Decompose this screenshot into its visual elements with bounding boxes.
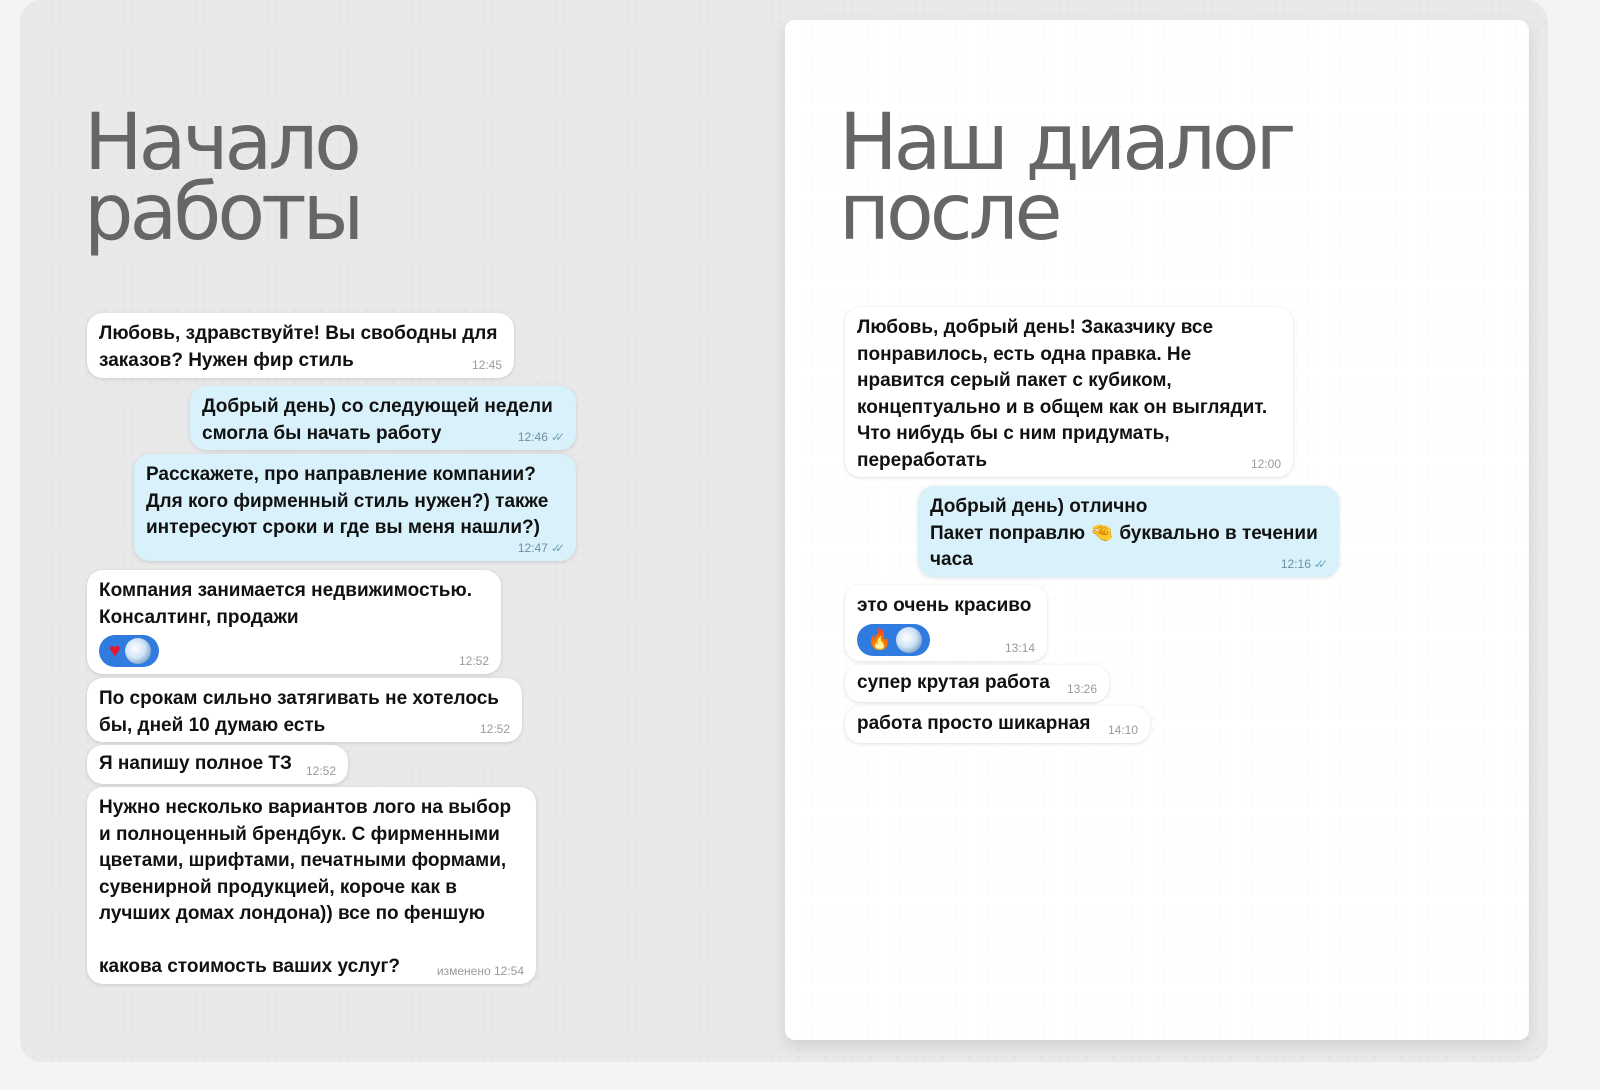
read-checkmarks-icon: ✓✓: [1313, 557, 1322, 571]
message-incoming[interactable]: [845, 307, 1293, 477]
left-title: [84, 98, 361, 258]
message-outgoing[interactable]: [190, 386, 576, 450]
message-incoming[interactable]: [845, 706, 1150, 743]
message-time: 12:46 ✓✓: [518, 430, 564, 444]
message-text: работа просто шикарная: [857, 713, 1091, 734]
message-text: Расскажете, про направление компании? Для кого фирменный стиль нужен?) также интересуют сроки и где вы меня нашли?): [146, 464, 549, 538]
reactor-avatar: [125, 638, 151, 664]
reactor-avatar: [896, 627, 922, 653]
message-incoming[interactable]: [87, 745, 348, 784]
message-text: Любовь, здравствуйте! Вы свободны для заказов? Нужен фир стиль: [99, 323, 498, 371]
message-time: 14:10: [1107, 723, 1138, 737]
message-outgoing[interactable]: [134, 454, 576, 561]
message-time: 13:14: [1004, 641, 1035, 655]
message-time: 13:26: [1066, 682, 1097, 696]
message-time: 12:52: [479, 722, 510, 736]
left-title-line-1: Начало: [84, 98, 358, 188]
left-title-line-2: работы: [84, 168, 361, 258]
message-time: 12:00: [1250, 457, 1281, 471]
message-incoming[interactable]: [845, 665, 1109, 702]
message-text: Я напишу полное ТЗ: [99, 753, 292, 774]
heart-icon: ♥: [109, 640, 121, 662]
message-text: Добрый день) со следующей недели смогла бы начать работу: [202, 396, 553, 444]
message-incoming[interactable]: [845, 585, 1047, 661]
message-time: 12:16 ✓✓: [1281, 557, 1327, 571]
read-checkmarks-icon: ✓✓: [550, 541, 559, 555]
message-time: 12:52: [305, 764, 336, 778]
message-text: супер крутая работа: [857, 672, 1050, 693]
reaction-pill[interactable]: [857, 624, 930, 656]
right-title-line-2: после: [839, 168, 1059, 258]
reaction-pill[interactable]: [99, 635, 159, 667]
message-incoming[interactable]: [87, 570, 501, 674]
message-text: Любовь, добрый день! Заказчику все понравилось, есть одна правка. Не нравится серый пакет с кубиком, концептуально и в общем как он выглядит. Что нибудь бы с ним придумать, переработать: [857, 317, 1268, 471]
message-text: Нужно несколько вариантов лого на выбор и полноценный брендбук. С фирменными цветами, шрифтами, печатными формами, сувенирной продукцией, короче как в лучших домах лондона)) все по феншую какова стоимость ваших услуг?: [99, 797, 512, 977]
message-outgoing[interactable]: [918, 486, 1339, 577]
right-title-line-1: Наш диалог: [839, 98, 1293, 188]
message-text: это очень красиво: [857, 595, 1032, 616]
message-time: 12:52: [458, 654, 489, 668]
message-incoming[interactable]: [87, 313, 514, 378]
message-incoming[interactable]: [87, 787, 536, 984]
message-incoming[interactable]: [87, 678, 522, 742]
message-time: 12:47 ✓✓: [518, 541, 564, 555]
hand-emoji-icon: 🤏: [1085, 522, 1120, 544]
fire-icon: 🔥: [867, 628, 892, 651]
message-time: изменено 12:54: [436, 964, 524, 978]
message-text: По срокам сильно затягивать не хотелось бы, дней 10 думаю есть: [99, 688, 499, 736]
message-text: Компания занимается недвижимостью. Консалтинг, продажи: [99, 580, 472, 628]
right-title: [839, 98, 1293, 258]
message-time: 12:45: [471, 358, 502, 372]
read-checkmarks-icon: ✓✓: [550, 430, 559, 444]
message-text: Добрый день) отлично Пакет поправлю 🤏 буквально в течении часа: [930, 496, 1318, 570]
